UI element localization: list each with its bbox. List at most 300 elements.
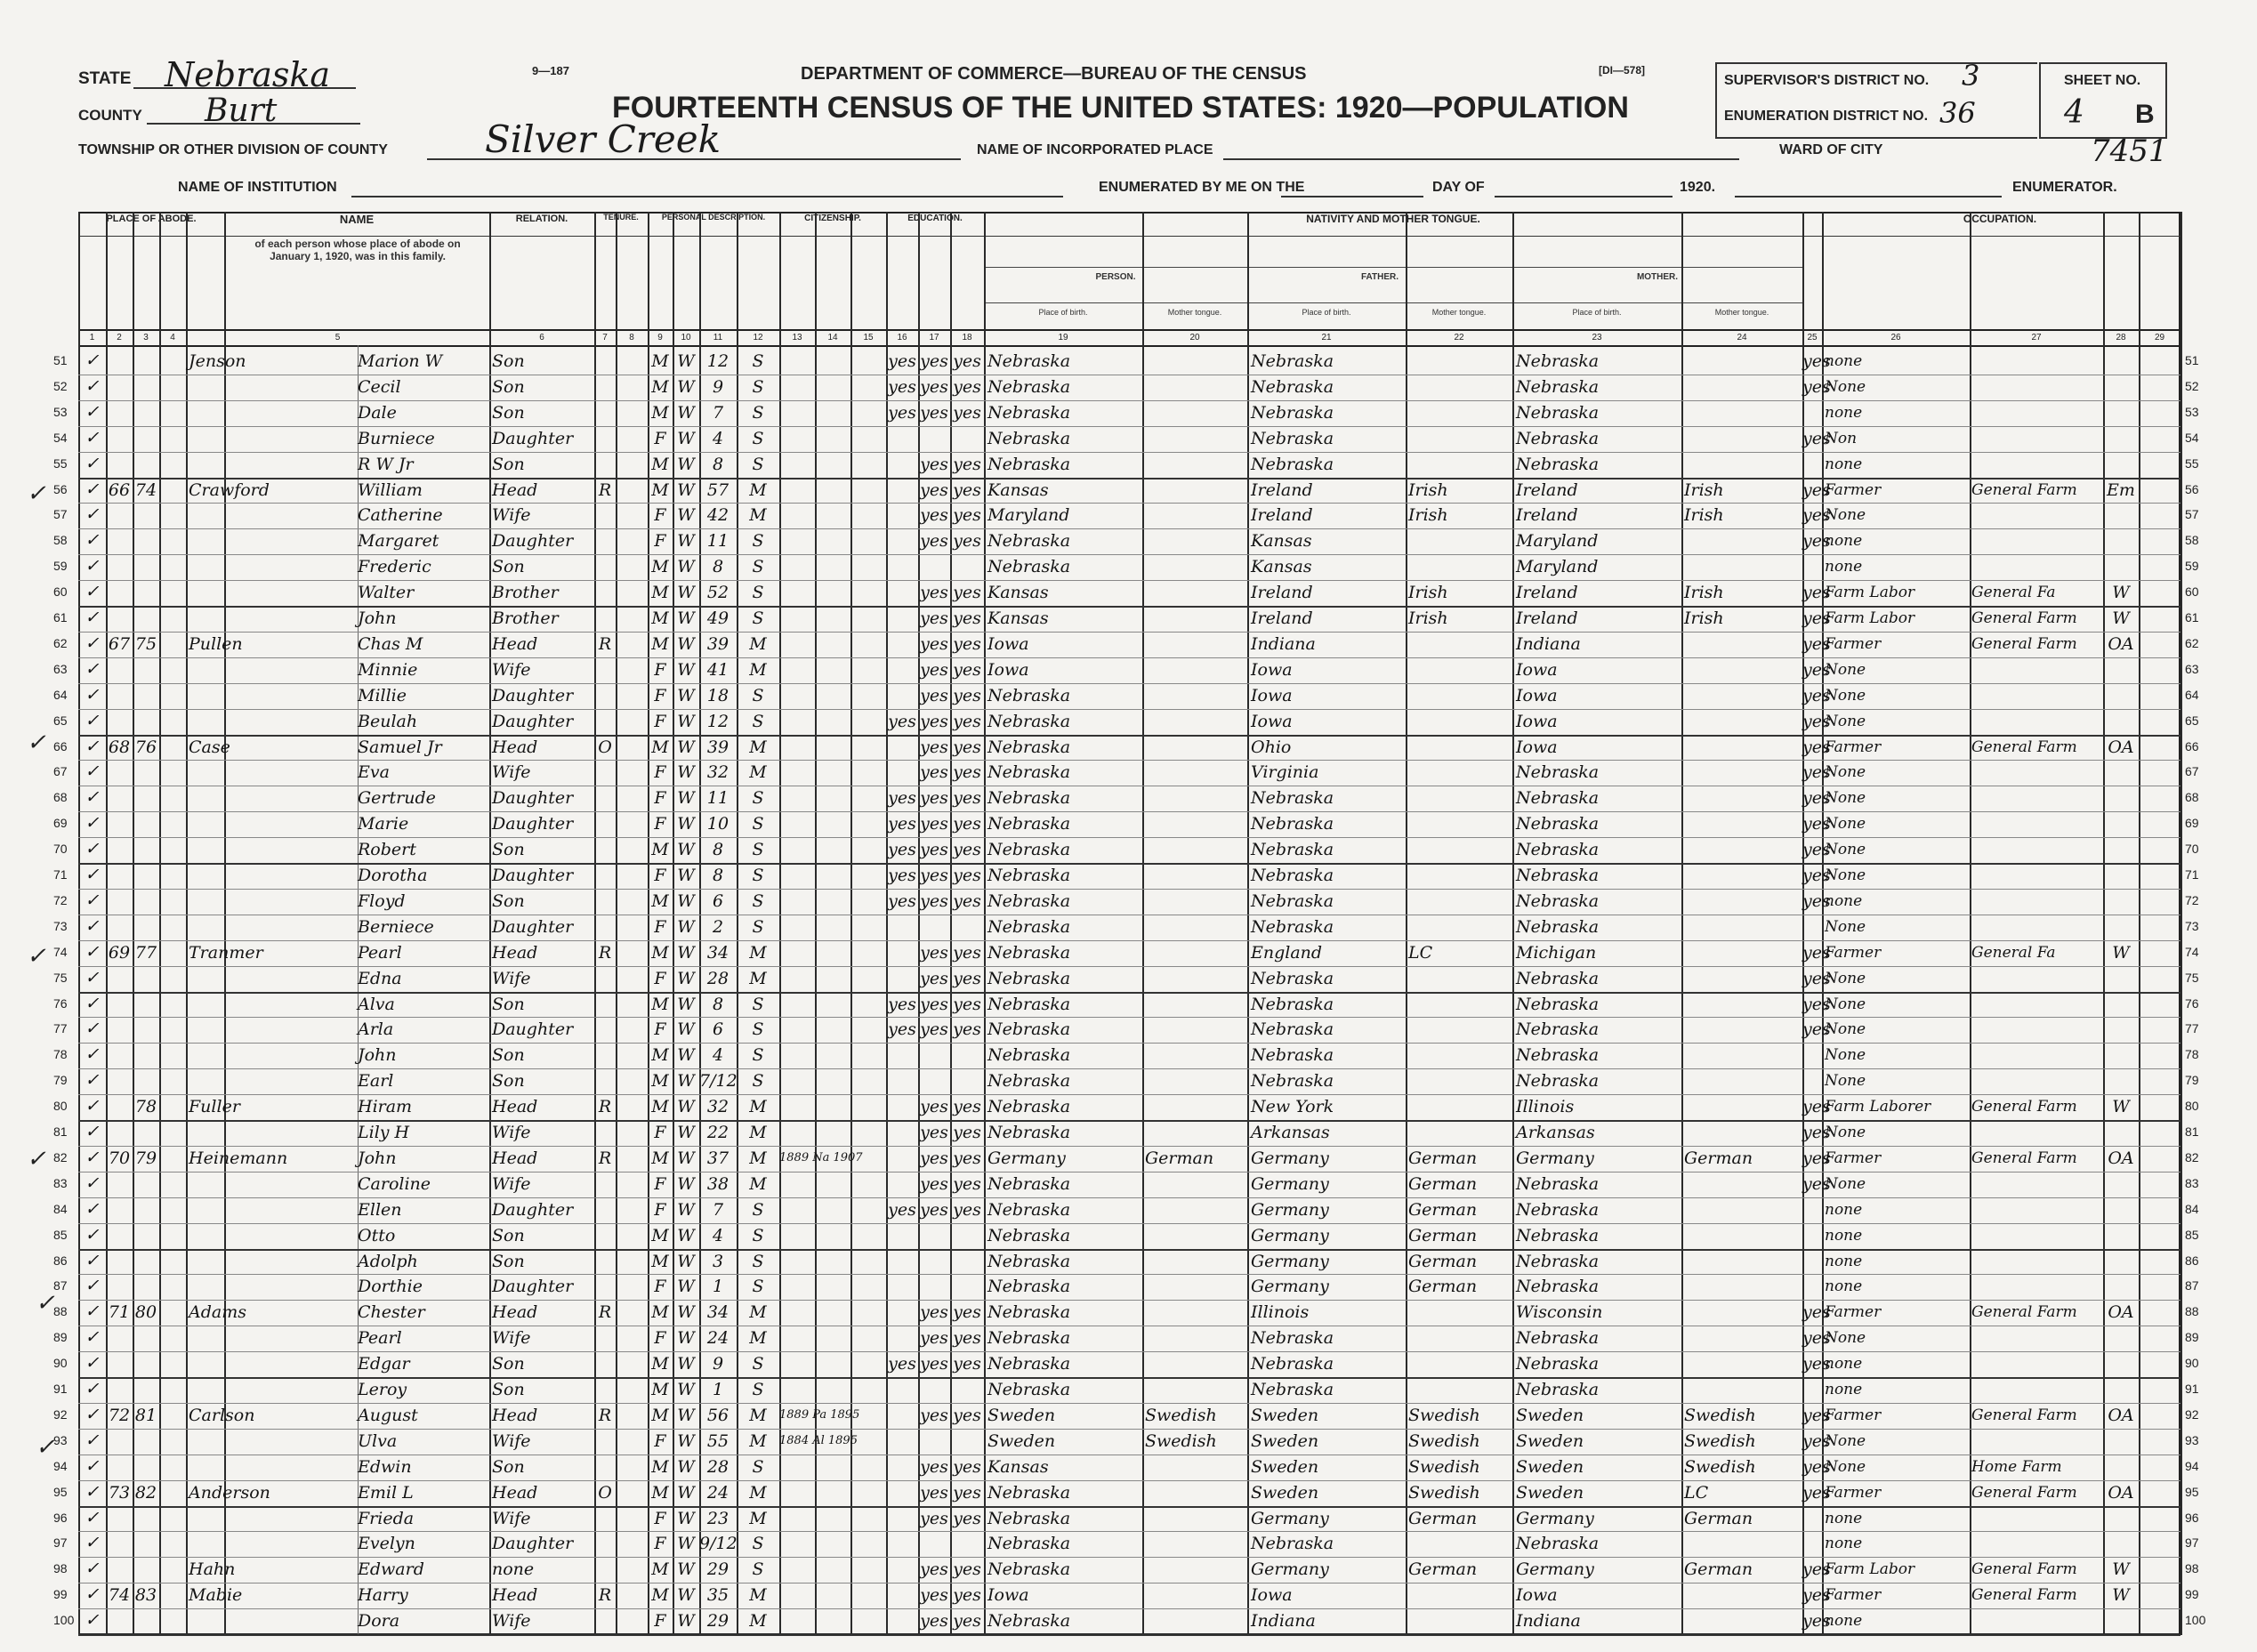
sex: M — [651, 351, 669, 371]
marital-status: M — [749, 1405, 767, 1425]
row-number: 62 — [2185, 635, 2199, 650]
margin-check-mark: ✓ — [36, 1434, 55, 1461]
father-mother-tongue: Irish — [1408, 608, 1448, 628]
age: 29 — [706, 1611, 729, 1632]
race: W — [677, 1611, 695, 1632]
occupation: None — [1825, 969, 1866, 987]
marital-status: S — [752, 788, 764, 809]
row-number-left: 77 — [53, 1021, 68, 1036]
speaks-english: yes — [1802, 840, 1831, 860]
speaks-english: yes — [1802, 762, 1831, 783]
able-to-read: yes — [920, 1302, 948, 1323]
speaks-english: yes — [1802, 505, 1831, 526]
check-mark: ✓ — [85, 890, 100, 910]
row-number-left: 63 — [53, 661, 68, 676]
industry: General Farm — [1971, 480, 2077, 499]
occupation: None — [1825, 1431, 1866, 1450]
sex: M — [651, 1405, 669, 1425]
age: 7/12 — [699, 1071, 738, 1092]
marital-status: M — [749, 1328, 767, 1349]
occupation: None — [1825, 995, 1866, 1013]
father-mother-tongue: Swedish — [1408, 1405, 1480, 1425]
enumerator-label: ENUMERATOR. — [2012, 180, 2117, 195]
able-to-read: yes — [920, 402, 948, 423]
father-birthplace: Nebraska — [1251, 1071, 1334, 1092]
able-to-read: yes — [920, 1199, 948, 1220]
birthplace: Nebraska — [987, 376, 1071, 397]
mother-birthplace: Nebraska — [1516, 890, 1600, 911]
check-mark: ✓ — [85, 1327, 100, 1348]
age: 35 — [706, 1585, 729, 1606]
relation: Wife — [492, 505, 531, 526]
speaks-english: yes — [1802, 531, 1831, 552]
given-name: Minnie — [358, 659, 418, 680]
father-birthplace: Nebraska — [1251, 968, 1334, 988]
speaks-english: yes — [1802, 1328, 1831, 1349]
mother-birthplace: Nebraska — [1516, 968, 1600, 988]
sex: M — [651, 1148, 669, 1168]
speaks-english: yes — [1802, 994, 1831, 1014]
column-number: 19 — [1058, 333, 1068, 342]
mother-mother-tongue: German — [1684, 1559, 1753, 1580]
occupation: None — [1825, 712, 1866, 730]
name-description: of each person whose place of abode on January 1, 1920, was in this family. — [254, 238, 461, 262]
mother-mother-tongue: Irish — [1684, 479, 1724, 500]
column-number: 1 — [89, 333, 95, 342]
given-name: Marion W — [358, 351, 443, 371]
mother-birthplace: Nebraska — [1516, 994, 1600, 1014]
row-number-left: 81 — [53, 1124, 68, 1139]
able-to-write: yes — [953, 968, 981, 988]
able-to-read: yes — [920, 1148, 948, 1168]
check-mark: ✓ — [85, 1404, 100, 1424]
state-value: Nebraska — [165, 55, 331, 94]
birthplace: Nebraska — [987, 454, 1071, 474]
marital-status: S — [752, 1534, 764, 1554]
relation: Head — [492, 1482, 538, 1503]
family-number: 77 — [134, 942, 157, 963]
row-number: 81 — [2185, 1124, 2199, 1139]
check-mark: ✓ — [85, 582, 100, 602]
immigration: 1889 Na 1907 — [779, 1150, 863, 1164]
column-number: 29 — [2154, 333, 2165, 342]
speaks-english: yes — [1802, 1559, 1831, 1580]
group-occupation: OCCUPATION. — [1963, 213, 2037, 225]
relation: Son — [492, 1380, 525, 1399]
age: 4 — [712, 1045, 724, 1066]
sex: F — [654, 1534, 666, 1554]
given-name: Edna — [358, 968, 402, 988]
marital-status: S — [752, 531, 764, 552]
father-birthplace: Germany — [1251, 1173, 1329, 1194]
row-number: 55 — [2185, 455, 2199, 471]
able-to-read: yes — [920, 968, 948, 988]
age: 12 — [706, 351, 729, 371]
father-birthplace: Iowa — [1251, 1585, 1293, 1606]
row-number-left: 88 — [53, 1304, 68, 1319]
race: W — [677, 762, 695, 783]
race: W — [677, 788, 695, 809]
age: 56 — [706, 1405, 729, 1425]
mother-birthplace: Iowa — [1516, 1585, 1558, 1606]
given-name: Frederic — [358, 557, 431, 577]
birthplace: Nebraska — [987, 1251, 1071, 1271]
row-number-left: 58 — [53, 533, 68, 548]
tenure: R — [598, 1585, 612, 1606]
mother-mother-tongue: Irish — [1684, 583, 1724, 603]
occupation: Farmer — [1825, 1303, 1882, 1322]
column-number: 27 — [2031, 333, 2042, 342]
dwelling-number: 67 — [108, 633, 131, 654]
sex: M — [651, 1585, 669, 1606]
able-to-write: yes — [953, 1097, 981, 1117]
race: W — [677, 942, 695, 963]
state-label: STATE — [78, 69, 132, 88]
relation: Son — [492, 994, 525, 1014]
speaks-english: yes — [1802, 1019, 1831, 1040]
able-to-read: yes — [920, 505, 948, 526]
family-number: 75 — [134, 633, 157, 654]
row-number: 73 — [2185, 918, 2199, 933]
able-to-read: yes — [920, 1559, 948, 1580]
marital-status: M — [749, 1097, 767, 1117]
attended-school: yes — [888, 376, 916, 397]
row-number: 54 — [2185, 430, 2199, 445]
check-mark: ✓ — [85, 762, 100, 782]
relation: Son — [492, 1225, 525, 1245]
supervisor-district-value: 3 — [1962, 59, 1980, 93]
row-number: 52 — [2185, 378, 2199, 393]
given-name: Margaret — [358, 531, 439, 552]
sex: F — [654, 1508, 666, 1528]
able-to-read: yes — [920, 1611, 948, 1632]
occupation: Farmer — [1825, 1483, 1882, 1502]
mother-mother-tongue: Irish — [1684, 505, 1724, 526]
institution-label: NAME OF INSTITUTION — [178, 180, 337, 195]
sex: F — [654, 788, 666, 809]
speaks-english: yes — [1802, 1097, 1831, 1117]
father-mother-tongue: Irish — [1408, 479, 1448, 500]
able-to-read: yes — [920, 1097, 948, 1117]
occupation: Farm Labor — [1825, 1560, 1915, 1579]
employment-class: W — [2112, 1559, 2130, 1580]
race: W — [677, 1482, 695, 1503]
occupation: none — [1825, 403, 1863, 422]
birthplace: Kansas — [987, 583, 1049, 603]
marital-status: M — [749, 1611, 767, 1632]
occupation: Farmer — [1825, 1148, 1882, 1167]
row-number: 93 — [2185, 1432, 2199, 1447]
marital-status: S — [752, 840, 764, 860]
birthplace: Nebraska — [987, 557, 1071, 577]
column-number: 24 — [1737, 333, 1747, 342]
race: W — [677, 1225, 695, 1245]
given-name: Edward — [358, 1559, 424, 1580]
check-mark: ✓ — [85, 736, 100, 756]
marital-status: S — [752, 1277, 764, 1297]
relation: Daughter — [492, 531, 574, 552]
age: 29 — [706, 1559, 729, 1580]
occupation: None — [1825, 1046, 1866, 1065]
group-personal-description: PERSONAL DESCRIPTION. — [661, 213, 766, 222]
father-birthplace: Nebraska — [1251, 376, 1334, 397]
able-to-write: yes — [953, 531, 981, 552]
able-to-read: yes — [920, 1354, 948, 1374]
dwelling-number: 70 — [108, 1148, 131, 1168]
row-number-left: 66 — [53, 738, 68, 753]
row-number: 87 — [2185, 1278, 2199, 1293]
row-number: 86 — [2185, 1253, 2199, 1268]
row-number: 75 — [2185, 970, 2199, 985]
mother-birthplace: Nebraska — [1516, 1354, 1600, 1374]
race: W — [677, 1585, 695, 1606]
age: 7 — [712, 402, 724, 423]
occupation: Farm Laborer — [1825, 1098, 1931, 1116]
column-number: 8 — [629, 333, 634, 342]
row-number: 89 — [2185, 1330, 2199, 1345]
able-to-write: yes — [953, 685, 981, 705]
subheader-person-tongue: Mother tongue. — [1167, 308, 1222, 317]
father-birthplace: Nebraska — [1251, 1045, 1334, 1066]
sex: M — [651, 608, 669, 628]
county-value: Burt — [205, 93, 278, 129]
marital-status: S — [752, 711, 764, 731]
birthplace: Nebraska — [987, 1534, 1071, 1554]
father-birthplace: Ireland — [1251, 505, 1313, 526]
father-birthplace: Nebraska — [1251, 840, 1334, 860]
birthplace: Kansas — [987, 1456, 1049, 1477]
birthplace: Nebraska — [987, 916, 1071, 937]
check-mark: ✓ — [85, 479, 100, 499]
given-name: Dorthie — [358, 1277, 423, 1297]
employment-class: OA — [2108, 633, 2134, 654]
relation: Daughter — [492, 1019, 574, 1040]
mother-birthplace: Ireland — [1516, 479, 1578, 500]
birthplace: Nebraska — [987, 1482, 1071, 1503]
marital-status: S — [752, 1456, 764, 1477]
row-number: 71 — [2185, 867, 2199, 882]
row-number: 64 — [2185, 687, 2199, 702]
check-mark: ✓ — [85, 915, 100, 936]
given-name: Adolph — [358, 1251, 418, 1271]
check-mark: ✓ — [85, 1533, 100, 1553]
column-number: 17 — [929, 333, 939, 342]
row-number: 79 — [2185, 1073, 2199, 1088]
surname: Tranmer — [189, 942, 263, 963]
birthplace: Nebraska — [987, 711, 1071, 731]
column-number: 18 — [962, 333, 972, 342]
sex: M — [651, 1456, 669, 1477]
birthplace: Nebraska — [987, 402, 1071, 423]
father-birthplace: Ireland — [1251, 479, 1313, 500]
birthplace: Nebraska — [987, 1123, 1071, 1142]
age: 8 — [712, 840, 724, 860]
employment-class: OA — [2108, 1148, 2134, 1168]
check-mark: ✓ — [85, 993, 100, 1013]
employment-class: OA — [2108, 1482, 2134, 1503]
check-mark: ✓ — [85, 1430, 100, 1450]
birthplace: Iowa — [987, 659, 1029, 680]
given-name: William — [358, 479, 423, 500]
relation: Wife — [492, 659, 531, 680]
given-name: Eva — [358, 762, 390, 783]
row-number-left: 52 — [53, 378, 68, 393]
given-name: Pearl — [358, 942, 402, 963]
birthplace: Nebraska — [987, 1354, 1071, 1374]
relation: Son — [492, 840, 525, 860]
subheader-mother-tongue: Mother tongue. — [1714, 308, 1769, 317]
row-number: 67 — [2185, 764, 2199, 779]
immigration: 1889 Pa 1895 — [779, 1407, 860, 1422]
occupation: none — [1825, 891, 1863, 910]
able-to-write: yes — [953, 479, 981, 500]
able-to-write: yes — [953, 1611, 981, 1632]
check-mark: ✓ — [85, 1224, 100, 1245]
marital-status: M — [749, 1585, 767, 1606]
birthplace: Nebraska — [987, 1097, 1071, 1117]
check-mark: ✓ — [85, 1122, 100, 1141]
given-name: Catherine — [358, 505, 443, 526]
mother-mother-tongue: German — [1684, 1508, 1753, 1528]
able-to-read: yes — [920, 840, 948, 860]
check-mark: ✓ — [85, 351, 100, 370]
father-mother-tongue: German — [1408, 1199, 1478, 1220]
birthplace: Nebraska — [987, 1019, 1071, 1040]
speaks-english: yes — [1802, 1456, 1831, 1477]
check-mark: ✓ — [85, 1070, 100, 1091]
group-place-of-abode: PLACE OF ABODE. — [106, 214, 197, 224]
speaks-english: yes — [1802, 1354, 1831, 1374]
able-to-write: yes — [953, 1482, 981, 1503]
occupation: none — [1825, 455, 1863, 473]
age: 34 — [706, 942, 729, 963]
able-to-write: yes — [953, 942, 981, 963]
row-number-left: 76 — [53, 995, 68, 1011]
column-number: 12 — [753, 333, 763, 342]
row-number-left: 93 — [53, 1432, 68, 1447]
relation: Son — [492, 1045, 525, 1066]
employment-class: W — [2112, 583, 2130, 603]
father-birthplace: Iowa — [1251, 659, 1293, 680]
occupation: None — [1825, 763, 1866, 782]
relation: Wife — [492, 968, 531, 988]
relation: Head — [492, 1302, 538, 1323]
occupation: None — [1825, 686, 1866, 705]
given-name: Dorotha — [358, 866, 428, 885]
occupation: None — [1825, 789, 1866, 808]
able-to-read: yes — [920, 454, 948, 474]
row-number: 84 — [2185, 1201, 2199, 1216]
sex: M — [651, 1559, 669, 1580]
speaks-english: yes — [1802, 479, 1831, 500]
occupation: Farm Labor — [1825, 584, 1915, 602]
marital-status: S — [752, 1225, 764, 1245]
relation: Daughter — [492, 1534, 574, 1554]
marital-status: S — [752, 376, 764, 397]
check-mark: ✓ — [85, 504, 100, 525]
father-birthplace: Nebraska — [1251, 814, 1334, 834]
able-to-read: yes — [920, 376, 948, 397]
speaks-english: yes — [1802, 1405, 1831, 1425]
form-code: [DI—578] — [1599, 64, 1646, 77]
able-to-write: yes — [953, 1456, 981, 1477]
able-to-read: yes — [920, 608, 948, 628]
check-mark: ✓ — [85, 813, 100, 834]
able-to-write: yes — [953, 376, 981, 397]
given-name: Dora — [358, 1611, 400, 1632]
birthplace: Nebraska — [987, 1199, 1071, 1220]
mother-mother-tongue: Swedish — [1684, 1430, 1756, 1451]
race: W — [677, 428, 695, 448]
family-number: 76 — [134, 737, 157, 757]
race: W — [677, 711, 695, 731]
age: 11 — [706, 788, 729, 809]
age: 12 — [706, 711, 729, 731]
row-number: 58 — [2185, 533, 2199, 548]
given-name: Berniece — [358, 916, 434, 937]
sheet-label: SHEET NO. — [2064, 73, 2141, 88]
row-number: 85 — [2185, 1227, 2199, 1242]
race: W — [677, 1148, 695, 1168]
group-name: NAME — [339, 213, 375, 226]
birthplace: Iowa — [987, 633, 1029, 654]
able-to-write: yes — [953, 711, 981, 731]
column-number: 9 — [657, 333, 663, 342]
race: W — [677, 1380, 695, 1399]
dwelling-number: 71 — [108, 1302, 131, 1323]
row-number-left: 80 — [53, 1099, 68, 1114]
relation: Son — [492, 376, 525, 397]
speaks-english: yes — [1802, 633, 1831, 654]
mother-birthplace: Sweden — [1516, 1405, 1584, 1425]
family-number: 79 — [134, 1148, 157, 1168]
row-number-left: 85 — [53, 1227, 68, 1242]
mother-birthplace: Nebraska — [1516, 1380, 1600, 1399]
mother-birthplace: Iowa — [1516, 711, 1558, 731]
row-number: 51 — [2185, 353, 2199, 367]
mother-birthplace: Sweden — [1516, 1456, 1584, 1477]
father-birthplace: Illinois — [1251, 1302, 1310, 1323]
sex: M — [651, 737, 669, 757]
race: W — [677, 1045, 695, 1066]
birthplace: Nebraska — [987, 866, 1071, 885]
marital-status: S — [752, 1199, 764, 1220]
birthplace: Nebraska — [987, 814, 1071, 834]
given-name: John — [358, 1148, 397, 1168]
speaks-english: yes — [1802, 1302, 1831, 1323]
mother-birthplace: Indiana — [1516, 633, 1581, 654]
birthplace: Nebraska — [987, 1045, 1071, 1066]
sex: F — [654, 968, 666, 988]
relation: Head — [492, 1585, 538, 1606]
group-nativity: NATIVITY AND MOTHER TONGUE. — [1306, 213, 1480, 225]
margin-check-mark: ✓ — [27, 480, 46, 507]
age: 8 — [712, 454, 724, 474]
age: 10 — [706, 814, 729, 834]
row-number: 65 — [2185, 713, 2199, 728]
column-number: 16 — [897, 333, 907, 342]
sex: M — [651, 890, 669, 911]
father-mother-tongue: German — [1408, 1148, 1478, 1168]
able-to-read: yes — [920, 814, 948, 834]
father-mother-tongue: German — [1408, 1251, 1478, 1271]
speaks-english: yes — [1802, 1585, 1831, 1606]
mother-birthplace: Nebraska — [1516, 840, 1600, 860]
race: W — [677, 1534, 695, 1554]
able-to-write: yes — [953, 840, 981, 860]
row-number-left: 78 — [53, 1047, 68, 1062]
check-mark: ✓ — [85, 865, 100, 884]
